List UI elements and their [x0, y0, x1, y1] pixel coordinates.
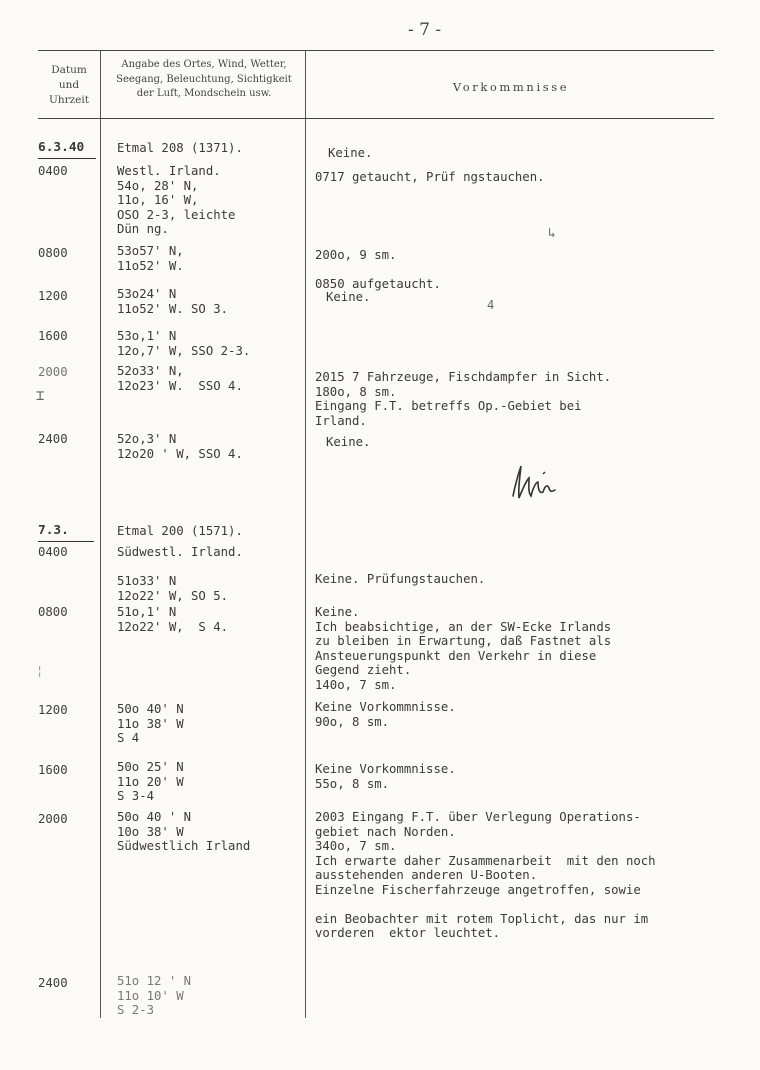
stray-mark: 4	[487, 298, 495, 312]
time-1200: 1200	[38, 289, 68, 303]
place-text: 50o 25' N 11o 20' W S 3-4	[117, 760, 184, 803]
place-text: 50o 40' N 11o 38' W S 4	[117, 702, 184, 745]
event-text: Keine.	[326, 435, 371, 449]
place-text: 52o33' N, 12o23' W. SSO 4.	[117, 364, 243, 393]
place-text: 53o24' N 11o52' W. SO 3.	[117, 287, 229, 316]
header-rule	[38, 118, 714, 119]
time-1600: 1600	[38, 329, 68, 343]
time-2400: 2400	[38, 432, 68, 446]
event-text: Keine Vorkommnisse. 90o, 8 sm.	[315, 700, 456, 729]
top-rule	[38, 50, 714, 51]
handwritten-signature	[505, 462, 561, 502]
place-text: 50o 40 ' N 10o 38' W Südwestlich Irland	[117, 810, 251, 853]
date-6-3-40: 6.3.40	[38, 140, 85, 155]
time-1600: 1600	[38, 763, 68, 777]
place-text: 51o,1' N 12o22' W, S 4.	[117, 605, 229, 634]
event-text: 0717 getaucht, Prüf ngstauchen.	[315, 170, 545, 184]
place-text: 53o57' N, 11o52' W.	[117, 244, 184, 273]
column-divider-place	[305, 50, 306, 1018]
date-7-3: 7.3.	[38, 523, 69, 538]
place-text: 51o 12 ' N 11o 10' W S 2-3	[117, 974, 192, 1017]
stray-mark: ↳	[548, 226, 556, 241]
time-0800: 0800	[38, 246, 68, 260]
place-text: Etmal 208 (1371).	[117, 141, 243, 155]
event-text: 2003 Eingang F.T. über Verlegung Operations- gebiet nach Norden. 340o, 7 sm. Ich erwarte daher Zusammenarbeit mit den noch ausstehenden anderen U-Booten. Einzelne Fischerfahrzeuge angetroffen, sowie ein Beobachter mit rotem Toplicht, das nur im vorderen ektor leuchtet.	[315, 810, 656, 940]
header-place-weather: Angabe des Ortes, Wind, Wetter, Seegang, Beleuchtung, Sichtigkeit der Luft, Mondschein usw.	[116, 59, 292, 99]
event-text: Keine Vorkommnisse. 55o, 8 sm.	[315, 762, 456, 791]
header-vorkommnisse: Vorkommnisse	[452, 80, 570, 94]
margin-mark: ¦	[36, 664, 44, 678]
time-2000: 2000	[38, 812, 68, 826]
time-2400: 2400	[38, 976, 68, 990]
place-text: Südwestl. Irland. 51o33' N 12o22' W, SO 5.	[117, 545, 243, 603]
date-underline	[38, 158, 96, 159]
place-text: 53o,1' N 12o,7' W, SSO 2-3.	[117, 329, 251, 358]
place-text: 52o,3' N 12o20 ' W, SSO 4.	[117, 432, 243, 461]
place-text: Westl. Irland. 54o, 28' N, 11o, 16' W, OSO 2-3, leichte Dün ng.	[117, 164, 236, 236]
time-0800: 0800	[38, 605, 68, 619]
event-text: 200o, 9 sm. 0850 aufgetaucht.	[315, 248, 441, 291]
time-1200: 1200	[38, 703, 68, 717]
column-divider-date	[100, 50, 101, 1018]
place-text: Etmal 200 (1571).	[117, 524, 243, 538]
event-text: Keine.	[328, 146, 373, 160]
time-0400: 0400	[38, 545, 68, 559]
time-2000: 2000	[38, 365, 68, 379]
event-text: Keine. Ich beabsichtige, an der SW-Ecke Irlands zu bleiben in Erwartung, daß Fastnet als Ansteuerungspunkt den Verkehr in diese Gegend zieht. 140o, 7 sm.	[315, 605, 612, 692]
margin-mark: ⌶	[36, 388, 45, 404]
time-0400: 0400	[38, 164, 68, 178]
event-text: 2015 7 Fahrzeuge, Fischdampfer in Sicht. 180o, 8 sm. Eingang F.T. betreffs Op.-Gebiet bei Irland.	[315, 370, 612, 428]
event-text: Keine. Prüfungstauchen.	[315, 572, 486, 586]
header-datum: Datum und Uhrzeit	[49, 64, 89, 106]
page-number: - 7 -	[408, 20, 442, 40]
date-underline	[38, 541, 94, 542]
event-text: Keine.	[326, 290, 371, 304]
